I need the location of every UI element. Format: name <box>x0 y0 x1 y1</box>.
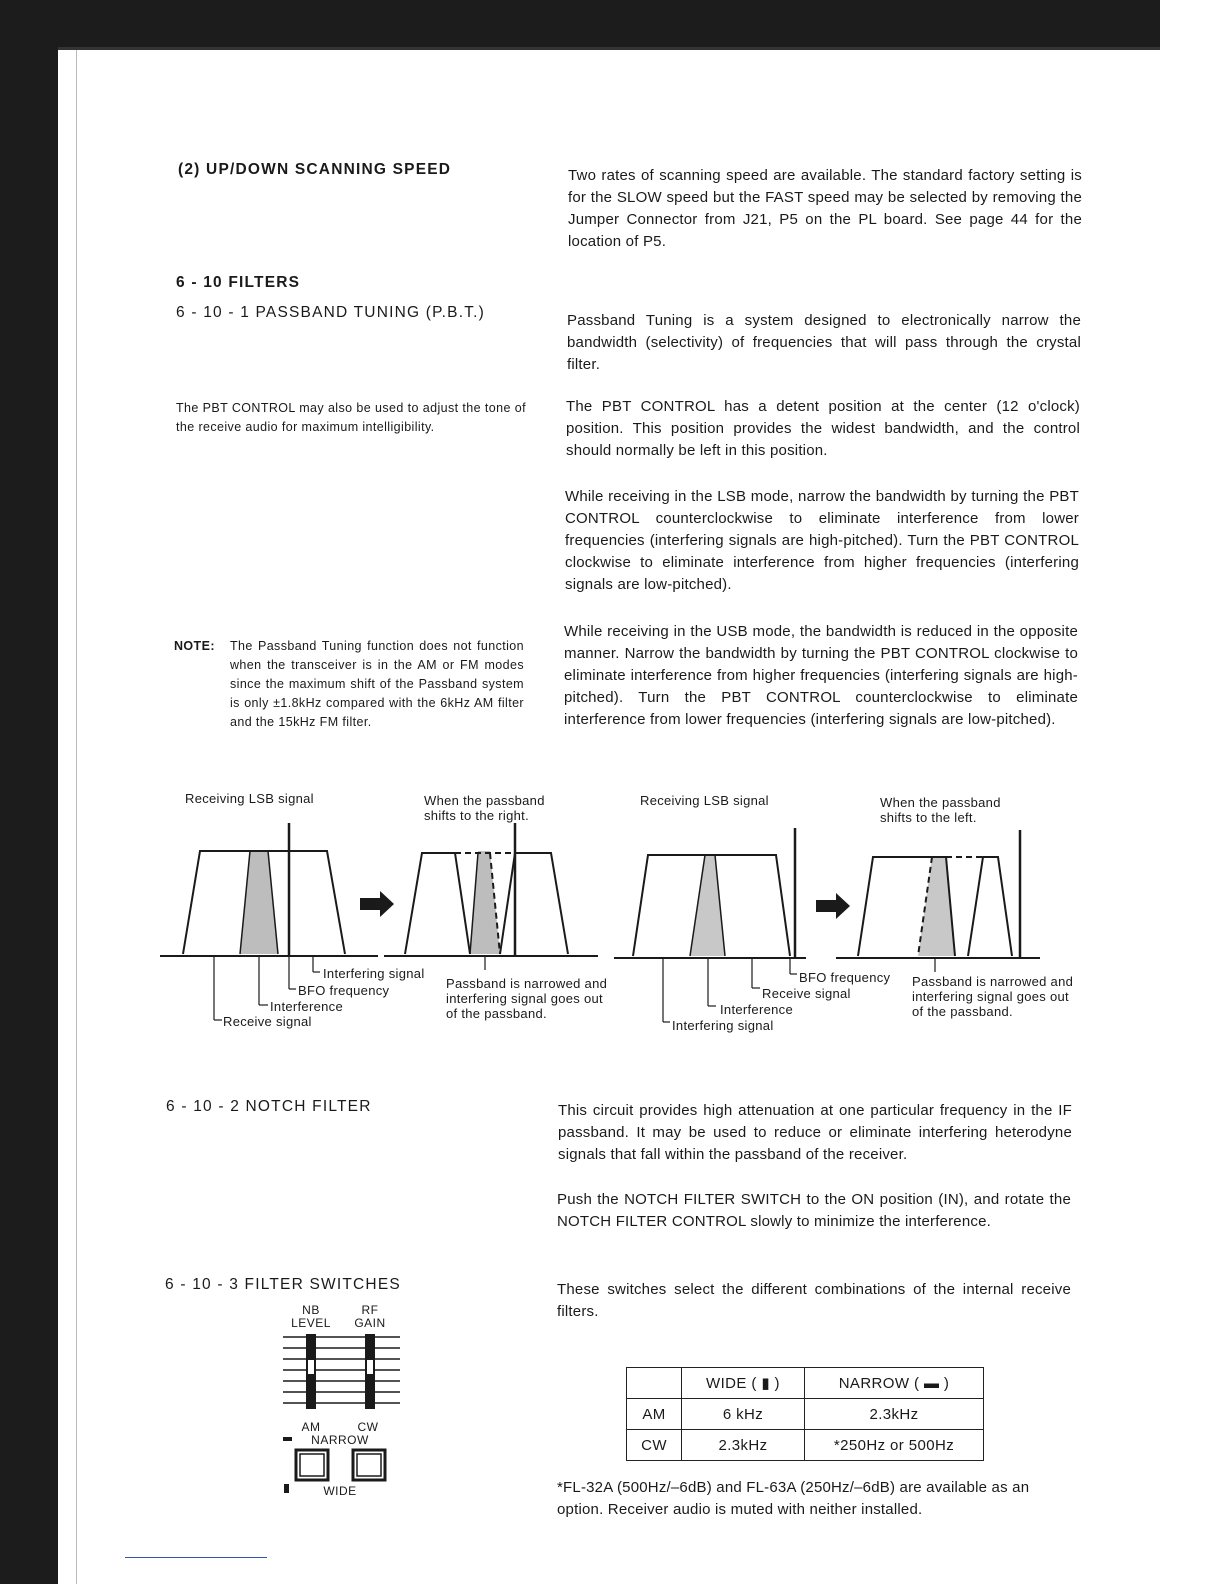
table-cell: 2.3kHz <box>682 1430 805 1461</box>
d1-label-receive: Receive signal <box>223 1014 312 1029</box>
gain-label: GAIN <box>354 1316 386 1330</box>
filter-table <box>626 1367 984 1461</box>
rf-gain-knob <box>367 1360 373 1374</box>
wide-label: WIDE <box>323 1484 357 1498</box>
diagram-right-shift: When the passband shifts to the left. <box>880 795 1001 825</box>
table-row <box>627 1430 984 1461</box>
pbt-side-note: The PBT CONTROL may also be used to adjust the tone of the receive audio for maximum intelligibility. <box>176 401 526 434</box>
table-row <box>627 1399 984 1430</box>
d4-label-result: Passband is narrowed and interfering signal goes out of the passband. <box>912 974 1074 1019</box>
wide-symbol <box>284 1484 289 1493</box>
scan-speed-body: Two rates of scanning speed are available. The standard factory setting is for the SLOW speed but the FAST speed may be selected by removing the Jumper Connector from J21, P5 on the PL board. See page 44 for the location of P5. <box>568 167 1082 250</box>
table-cell: 6 kHz <box>682 1399 805 1430</box>
table-cell: CW <box>627 1430 682 1461</box>
pbt-para-1: Passband Tuning is a system designed to electronically narrow the bandwidth (selectivity) of frequencies that will pass through the crystal filter. <box>567 312 1081 373</box>
table-header-row <box>627 1368 984 1399</box>
filters-heading: 6 - 10 FILTERS <box>176 274 301 291</box>
filter-footnote: *FL-32A (500Hz/–6dB) and FL-63A (250Hz/–6dB) are available as an option. Receiver audio is muted with neither installed. <box>557 1479 1030 1518</box>
table-header-cell: NARROW ( ▬ ) <box>805 1368 984 1399</box>
note-label: NOTE: <box>174 639 215 653</box>
cw-label: CW <box>357 1420 379 1434</box>
d1-label-interference: Interference <box>270 999 343 1014</box>
switches-heading: 6 - 10 - 3 FILTER SWITCHES <box>165 1276 401 1293</box>
nb-label: NB <box>302 1303 320 1317</box>
narrow-symbol <box>283 1437 292 1441</box>
switches-para: These switches select the different combinations of the internal receive filters. <box>557 1281 1071 1320</box>
table-cell: 2.3kHz <box>805 1399 984 1430</box>
d3-label-bfo: BFO frequency <box>799 970 891 985</box>
table-cell: *250Hz or 500Hz <box>805 1430 984 1461</box>
d1-label-bfo: BFO frequency <box>298 983 390 998</box>
pbt-heading: 6 - 10 - 1 PASSBAND TUNING (P.B.T.) <box>176 304 486 321</box>
nb-level-knob <box>308 1360 314 1374</box>
d3-label-interference: Interference <box>720 1002 793 1017</box>
table-header-cell <box>627 1368 682 1399</box>
am-label: AM <box>301 1420 321 1434</box>
diagram-left-title: Receiving LSB signal <box>185 791 314 806</box>
d2-label-result: Passband is narrowed and interfering signal goes out of the passband. <box>446 976 608 1021</box>
d3-label-interfering: Interfering signal <box>672 1018 774 1033</box>
table-cell: AM <box>627 1399 682 1430</box>
table-header-cell: WIDE ( ▮ ) <box>682 1368 805 1399</box>
rf-label: RF <box>361 1303 379 1317</box>
notch-para-1: This circuit provides high attenuation at one particular frequency in the IF passband. It may be used to reduce or eliminate interfering heterodyne signals that fall within the passband of the receiver. <box>558 1102 1072 1163</box>
d3-label-receive: Receive signal <box>762 986 851 1001</box>
scan-speed-heading: (2) UP/DOWN SCANNING SPEED <box>178 161 452 178</box>
scan-artifact-line <box>125 1557 267 1558</box>
notch-para-2: Push the NOTCH FILTER SWITCH to the ON position (IN), and rotate the NOTCH FILTER CONTROL slowly to minimize the interference. <box>557 1191 1071 1230</box>
pbt-para-3: While receiving in the LSB mode, narrow the bandwidth by turning the PBT CONTROL counterclockwise to eliminate interference from lower frequencies (interfering signals are high-pitched). Turn the PBT CONTROL clockwise to eliminate interference from higher frequencies (interfering signals are low-pitched). <box>565 488 1079 593</box>
diagram-right-title: Receiving LSB signal <box>640 793 769 808</box>
notch-heading: 6 - 10 - 2 NOTCH FILTER <box>166 1098 372 1115</box>
diagram-left-shift: When the passband shifts to the right. <box>424 793 545 823</box>
narrow-label: NARROW <box>311 1433 369 1447</box>
pbt-para-4: While receiving in the USB mode, the bandwidth is reduced in the opposite manner. Narrow the bandwidth by turning the PBT CONTROL clockwise to eliminate interference from higher frequencies (interfering signals are high-pitched). Turn the PBT CONTROL counterclockwise to eliminate interference from lower frequencies (interfering signals are low-pitched). <box>564 623 1078 728</box>
pbt-para-2: The PBT CONTROL has a detent position at the center (12 o'clock) position. This position provides the widest bandwidth, and the control should normally be left in this position. <box>566 398 1080 459</box>
level-label: LEVEL <box>291 1316 331 1330</box>
note-text: The Passband Tuning function does not function when the transceiver is in the AM or FM modes since the maximum shift of the Passband system is only ±1.8kHz compared with the 6kHz AM filter and the 15kHz FM filter. <box>230 639 524 729</box>
d1-label-interfering: Interfering signal <box>323 966 425 981</box>
